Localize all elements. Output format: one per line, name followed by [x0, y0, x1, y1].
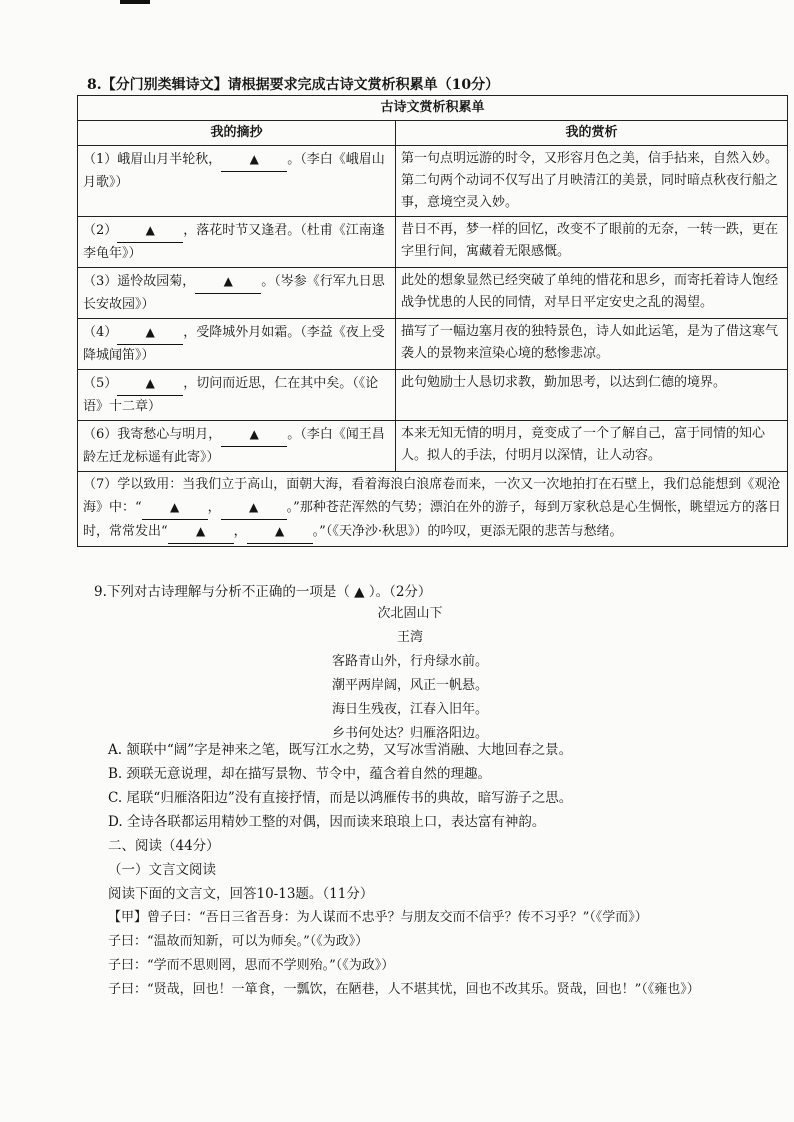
analysis-cell: 昔日不再，梦一样的回忆，改变不了眼前的无奈，一转一跌，更在字里行间，寓藏着无限感慨。	[396, 217, 788, 268]
poem-title: 次北固山下	[377, 606, 443, 621]
classical-text	[108, 906, 700, 1002]
row7-text-e: 。”（《天净沙·秋思》）的吟叹，更添无限的悲苦与愁绪。	[312, 524, 623, 539]
excerpt-source: 。（李白《闻王昌龄左迁龙标遥有此寄》）	[83, 427, 385, 465]
section-heading: 二、阅读（44分）	[108, 838, 220, 854]
classical-line: 子曰：“贤哉，回也！一箪食，一瓢饮，在陋巷，人不堪其忧，回也不改其乐。贤哉，回也！”（《雍也》）	[108, 982, 700, 997]
option-d[interactable]: D. 全诗各联都运用精妙工整的对偶，因而读来琅琅上口，表达富有神韵。	[108, 814, 546, 830]
table-row	[78, 268, 788, 319]
answer-blank[interactable]: ▲	[117, 372, 183, 396]
q8-title: 8.【分门别类辑诗文】请根据要求完成古诗文赏析积累单（10分）	[87, 77, 500, 93]
col-header-analysis: 我的赏析	[396, 121, 788, 146]
answer-blank[interactable]: ▲	[247, 520, 313, 544]
poem	[300, 602, 520, 746]
scan-mark	[120, 0, 150, 4]
excerpt-cell	[78, 319, 396, 370]
q9-options	[108, 738, 572, 834]
answer-blank[interactable]: ▲	[168, 520, 234, 544]
table-row	[78, 146, 788, 217]
answer-blank[interactable]: ▲	[221, 148, 287, 172]
poem-line: 客路青山外，行舟绿水前。	[331, 654, 488, 669]
row7-text-b: ，	[207, 500, 221, 515]
option-c[interactable]: C. 尾联“归雁洛阳边”没有直接抒情，而是以鸿雁传书的典故，暗写游子之思。	[108, 790, 573, 806]
excerpt-cell	[78, 370, 396, 421]
poem-line: 海日生残夜，江春入旧年。	[331, 702, 488, 717]
excerpt-text: （3）遥怜故园菊，	[83, 274, 196, 289]
excerpt-cell	[78, 217, 396, 268]
table-row	[78, 370, 788, 421]
classical-line: 子曰：“学而不思则罔，思而不学则殆。”（《为政》）	[108, 958, 395, 973]
excerpt-text: （2）	[83, 223, 118, 238]
poem-line: 潮平两岸阔，风正一帆悬。	[331, 678, 488, 693]
answer-blank[interactable]: ▲	[195, 270, 261, 294]
table-title: 古诗文赏析积累单	[78, 96, 788, 121]
row7-text-c: 。”那种苍茫浑然的气势；漂泊在外的游子，每到万家秋总是心生惆怅，眺望远方的落日时，常常发出“	[83, 500, 781, 539]
analysis-cell: 第一句点明远游的时令，又形容月色之美，信手拈来，自然入妙。第二句两个动词不仅写出了月映清江的美景，同时暗点秋夜行船之事，意境空灵入妙。	[396, 146, 788, 217]
row7-text-a: （7）学以致用：当我们立于高山，面朝大海，看着海浪白浪席卷而来，一次又一次地拍打在石壁上，我们总能想到《观沧海》中：“	[83, 477, 781, 515]
excerpt-cell	[78, 268, 396, 319]
excerpt-source: ，切问而近思，仁在其中矣。（《论语》十二章）	[83, 376, 379, 414]
row7-text-d: ，	[233, 524, 247, 539]
excerpt-text: （5）	[83, 376, 118, 391]
excerpt-text: （6）我寄愁心与明月，	[83, 427, 222, 442]
q9-question: 9.下列对古诗理解与分析不正确的一项是（ ▲ ）。（2分）	[94, 584, 432, 600]
classical-line: 【甲】曾子曰：“吾日三省吾身：为人谋而不忠乎？与朋友交而不信乎？传不习乎？”（《学而》）	[108, 910, 648, 925]
table-row	[78, 421, 788, 472]
excerpt-text: （1）峨眉山月半轮秋，	[83, 152, 222, 167]
option-b[interactable]: B. 颈联无意说理，却在描写景物、节令中，蕴含着自然的理趣。	[108, 766, 492, 782]
excerpt-source: ，受降城外月如霜。（李益《夜上受降城闻笛》）	[83, 325, 385, 363]
classical-line: 子曰：“温故而知新，可以为师矣。”（《为政》）	[108, 934, 369, 949]
analysis-cell: 本来无知无情的明月，竟变成了一个了解自己，富于同情的知心人。拟人的手法，付明月以深情，让人动容。	[396, 421, 788, 472]
excerpt-cell	[78, 146, 396, 217]
table-row	[78, 217, 788, 268]
excerpt-cell	[78, 421, 396, 472]
excerpt-source: ，落花时节又逢君。（杜甫《江南逢李龟年》）	[83, 223, 385, 261]
analysis-cell: 此句勉励士人恳切求教，勤加思考，以达到仁德的境界。	[396, 370, 788, 421]
accumulation-table	[77, 95, 788, 547]
table-row	[78, 319, 788, 370]
answer-blank[interactable]: ▲	[117, 321, 183, 345]
row-7-application	[78, 472, 788, 547]
answer-blank[interactable]: ▲	[221, 496, 287, 520]
subsection-heading: （一）文言文阅读	[108, 862, 216, 878]
answer-blank[interactable]: ▲	[142, 496, 208, 520]
poem-author: 王湾	[396, 630, 423, 645]
answer-blank[interactable]: ▲	[221, 423, 287, 447]
answer-blank[interactable]: ▲	[117, 219, 183, 243]
col-header-excerpt: 我的摘抄	[78, 121, 396, 146]
reading-instructions: 阅读下面的文言文，回答10-13题。（11分）	[108, 886, 374, 902]
analysis-cell: 描写了一幅边塞月夜的独特景色，诗人如此运笔，是为了借这寒气袭人的景物来渲染心境的愁惨悲凉。	[396, 319, 788, 370]
excerpt-text: （4）	[83, 325, 118, 340]
analysis-cell: 此处的想象显然已经突破了单纯的惜花和思乡，而寄托着诗人饱经战争忧患的人民的同情，对早日平定安史之乱的渴望。	[396, 268, 788, 319]
poem-line: 乡书何处达？归雁洛阳边。	[331, 726, 488, 741]
option-a[interactable]: A. 颔联中“阔”字是神来之笔，既写江水之势，又写冰雪消融、大地回春之景。	[108, 742, 573, 758]
excerpt-source: 。（岑参《行军九日思长安故园》）	[83, 274, 385, 312]
excerpt-source: 。（李白《峨眉山月歌》）	[83, 152, 385, 190]
